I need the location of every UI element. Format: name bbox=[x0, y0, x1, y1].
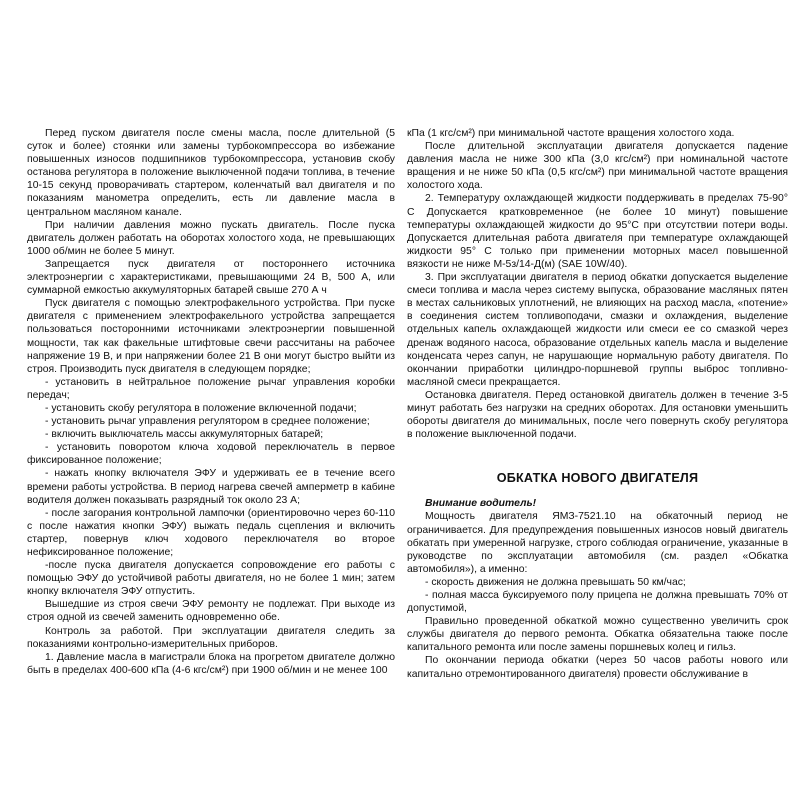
paragraph-breakin-leaks: 3. При эксплуатации двигателя в период обкатки допускается выделение смеси топлива и масла через систему выпуска, образование масляных пятен в местах сальниковых уплотнений, не влияющих на расход масла, «потение» в соединения систем топливоподачи, смазки и охлаждения, выделение отдельных капель охлаждающей жидкости или смеси ее со смазкой через дренаж водяного насоса, образование отдельных капель масла и выделение конденсата через сапун, не нарушающие нормальную работу двигателя. По окончании приработки цилиндро-поршневой группы выброс топливно-масляной смеси прекращается. bbox=[407, 272, 788, 388]
paragraph-pressure-start: При наличии давления можно пускать двигатель. После пуска двигатель должен работать на оборотах холостого хода, не превышающих 1000 об/мин не более 5 минут. bbox=[27, 219, 395, 257]
paragraph-breakin-benefit: Правильно проведенной обкаткой можно существенно увеличить срок службы двигателя до первого ремонта. Обкатка обязательна также после капитального ремонта или после замены поршневых колец и гильз. bbox=[407, 616, 788, 654]
list-item: - установить скобу регулятора в положение включенной подачи; bbox=[45, 402, 357, 414]
list-item: - полная масса буксируемого полу прицепа не должна превышать 70% от допустимой, bbox=[407, 590, 788, 615]
paragraph-external-power: Запрещается пуск двигателя от постороннего источника электроэнергии с характеристиками, превышающими 24 В, 500 А, или суммарной емкостью аккумуляторных батарей свыше 270 А ч bbox=[27, 258, 395, 297]
paragraph-efu-start: Пуск двигателя с помощью электрофакельного устройства. При пуске двигателя с применением электрофакельного устройства запрещается пользоваться посторонними источниками электроэнергии повышенной мощности, так как факельные штифтовые свечи рассчитаны на рабочее напряжение 19 В, и при напряжении более 21 В они могут быстро выйти из строя. Производить пуск двигателя в следующем порядке; bbox=[27, 298, 395, 375]
list-item: - установить рычаг управления регулятором в среднее положение; bbox=[45, 416, 370, 428]
attention-note: Внимание водитель! bbox=[425, 498, 537, 510]
list-item: - нажать кнопку включателя ЭФУ и удерживать ее в течение всего времени работы устройства. В период нагрева свечей амперметр в кабине водителя должен показывать разрядный ток около 23 А; bbox=[27, 468, 395, 506]
list-item: - скорость движения не должна превышать 50 км/час; bbox=[425, 576, 686, 588]
list-item: - установить в нейтральное положение рычаг управления коробки передач; bbox=[27, 376, 395, 401]
paragraph-breakin-end: По окончании периода обкатки (через 50 часов работы нового или капитально отремонтированного двигателя) провести обслуживание в bbox=[407, 655, 788, 680]
list-item: - установить поворотом ключа ходовой переключатель в первое фиксированное положение; bbox=[27, 442, 395, 467]
paragraph-oil-pressure: 1. Давление масла в магистрали блока на прогретом двигателе должно быть в пределах 400-600 кПа (4-6 кгс/см²) при 1900 об/мин и не менее 100 bbox=[27, 651, 395, 676]
paragraph-continuation: кПа (1 кгс/см²) при минимальной частоте вращения холостого хода. bbox=[407, 128, 735, 139]
paragraph-operation-control: Контроль за работой. При эксплуатации двигателя следить за показаниями контрольно-измерительных приборов. bbox=[27, 625, 395, 650]
paragraph-spark-plugs: Вышедшие из строя свечи ЭФУ ремонту не подлежат. При выходе из строя одной из свечей заменить одновременно обе. bbox=[27, 599, 395, 624]
right-column bbox=[407, 127, 788, 681]
paragraph-pressure-drop: После длительной эксплуатации двигателя допускается падение давления масла не ниже 300 кПа (3,0 кгс/см²) при номинальной частоте вращения и не ниже 50 кПа (0,5 кгс/см²) при минимальной частоте вращения холостого хода. bbox=[407, 141, 788, 192]
list-item: - после загорания контрольной лампочки (ориентировочно через 60-110 с после нажатия кнопки ЭФУ) выжать педаль сцепления и включить стартер, повернув ключ ходового переключателя во второе нефиксированное положение; bbox=[27, 507, 395, 558]
paragraph-prestart-check: Перед пуском двигателя после смены масла, после длительной (5 суток и более) стоянки или замены турбокомпрессора во избежание повышенных износов подшипников турбокомпрессора, установив скобу останова регулятора в положение выключенной подачи топлива, в течение 10-15 секунд проворачивать стартером, коленчатый вал двигателя и по показаниям манометра определить, есть ли давление масла в центральном масляном канале. bbox=[27, 128, 395, 218]
list-item: -после пуска двигателя допускается сопровождение его работы с помощью ЭФУ до устойчивой работы двигателя, но не более 1 мин; затем кнопку включателя ЭФУ отпустить. bbox=[27, 560, 395, 598]
paragraph-breakin-power: Мощность двигателя ЯМЗ-7521.10 на обкаточный период не ограничивается. Для предупреждения повышенных износов новый двигатель обкатать при умеренной нагрузке, строго соблюдая ограничение, указанные в руководстве по эксплуатации автомобиля (см. раздел «Обкатка автомобиля»), а именно: bbox=[407, 511, 788, 575]
list-item: - включить выключатель массы аккумуляторных батарей; bbox=[45, 429, 324, 441]
paragraph-coolant-temperature: 2. Температуру охлаждающей жидкости поддерживать в пределах 75-90° С Допускается кратковременное (не более 10 минут) повышение температуры охлаждающей жидкости до 95°С при отсутствии потери воды. Допускается длительная работа двигателя при температуре охлаждающей жидкости 95° С только при применении моторных масел повышенной вязкости не ниже М-5з/14-Д(м) (SAE 10W/40). bbox=[407, 193, 788, 270]
section-title: ОБКАТКА НОВОГО ДВИГАТЕЛЯ bbox=[496, 471, 699, 486]
paragraph-engine-stop: Остановка двигателя. Перед остановкой двигатель должен в течение 3-5 минут работать без нагрузки на средних оборотах. Для остановки уменьшить обороты двигателя до минимальных, после чего повернуть скобу регулятора в положение выключенной подачи. bbox=[407, 389, 788, 441]
left-column bbox=[27, 127, 395, 677]
